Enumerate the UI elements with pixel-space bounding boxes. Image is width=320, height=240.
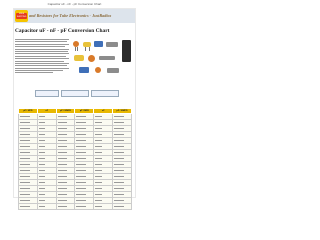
mica-capacitor-icon bbox=[74, 55, 84, 61]
notice-text bbox=[16, 83, 133, 87]
link-button-1[interactable] bbox=[35, 90, 59, 97]
table-cell bbox=[94, 204, 113, 210]
table-cell bbox=[19, 204, 38, 210]
table-cell bbox=[37, 204, 56, 210]
column-header: nF bbox=[37, 109, 56, 114]
tantalum-capacitor-icon bbox=[95, 67, 101, 73]
site-title[interactable]: and Resistors for Tube Electronics - JustRadios bbox=[29, 13, 112, 18]
browser-title: Capacitor uF - nF - pF Conversion Chart bbox=[47, 2, 102, 6]
axial-capacitor-icon bbox=[106, 42, 118, 47]
capacitor-illustrations bbox=[71, 39, 135, 79]
column-header: pF / MMFD bbox=[56, 109, 75, 114]
link-buttons bbox=[15, 90, 134, 96]
free-shipping-badge[interactable] bbox=[15, 10, 28, 22]
table-cell bbox=[75, 204, 94, 210]
table-row bbox=[19, 204, 132, 210]
column-header: nF bbox=[94, 109, 113, 114]
disc-capacitor-icon bbox=[88, 55, 95, 62]
column-header: µF / MFD bbox=[75, 109, 94, 114]
badge-label: FREE SHIPPING bbox=[16, 13, 27, 18]
table-cell bbox=[56, 204, 75, 210]
column-header: µF / MFD bbox=[19, 109, 38, 114]
tubular-capacitor-icon bbox=[99, 56, 115, 60]
box-capacitor-icon bbox=[94, 41, 103, 47]
table-caption bbox=[15, 101, 134, 106]
link-button-3[interactable] bbox=[91, 90, 119, 97]
table-cell bbox=[113, 204, 132, 210]
intro-paragraph bbox=[15, 39, 69, 79]
web-page bbox=[13, 8, 136, 198]
polyester-capacitor-icon bbox=[79, 67, 89, 73]
link-button-2[interactable] bbox=[61, 90, 89, 97]
page-heading: Capacitor uF - nF - pF Conversion Chart bbox=[15, 28, 110, 34]
site-banner bbox=[14, 9, 135, 23]
conversion-table bbox=[18, 108, 132, 210]
column-header: pF / MMFD bbox=[113, 109, 132, 114]
oil-capacitor-icon bbox=[107, 68, 119, 73]
ceramic-capacitor-icon bbox=[73, 41, 79, 47]
electrolytic-capacitor-icon bbox=[122, 40, 131, 62]
